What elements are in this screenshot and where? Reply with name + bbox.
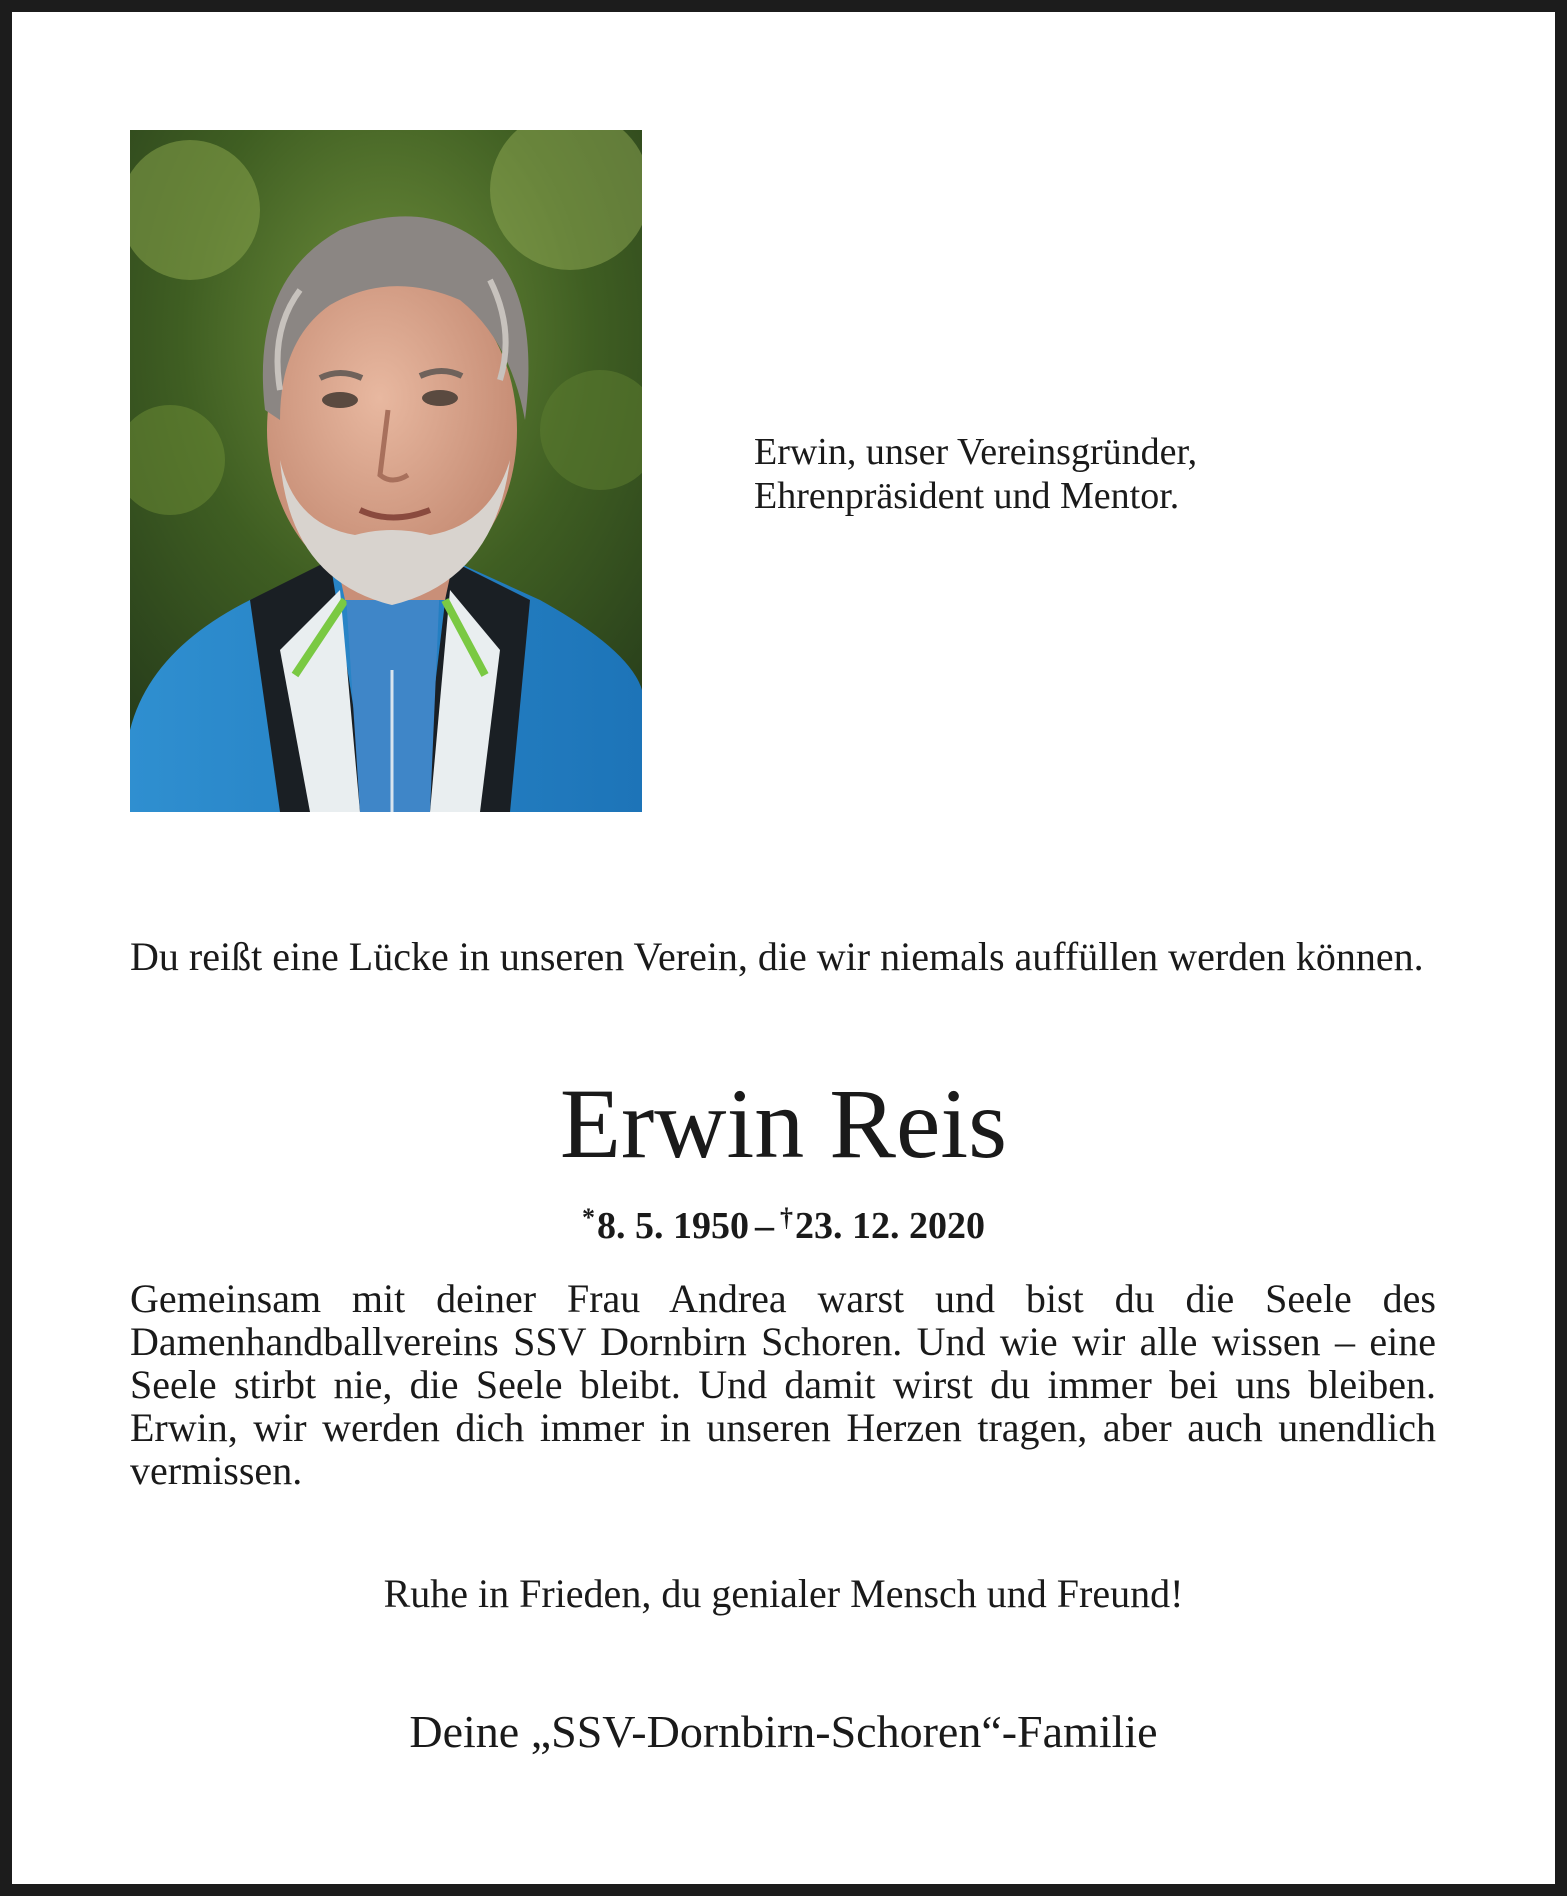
deceased-name: Erwin Reis — [559, 1068, 1008, 1179]
portrait-photo — [130, 130, 642, 812]
birth-date: 8. 5. 1950 — [597, 1205, 749, 1247]
portrait-photo-icon — [130, 130, 642, 812]
subtitle-line-2: Ehrenpräsident und Mentor. — [754, 475, 1180, 517]
death-date: 23. 12. 2020 — [795, 1205, 985, 1247]
date-separator: – — [755, 1205, 774, 1247]
death-symbol: † — [780, 1203, 793, 1232]
intro-paragraph: Du reißt eine Lücke in unseren Verein, die wir niemals auffüllen werden können. — [130, 934, 1424, 979]
subtitle-line-1: Erwin, unser Vereinsgründer, — [754, 431, 1198, 473]
subtitle-block — [754, 430, 1454, 518]
life-dates — [0, 1194, 1567, 1250]
birth-symbol: * — [582, 1203, 595, 1232]
signature-line: Deine „SSV-Dornbirn-Schoren“-Familie — [409, 1706, 1158, 1757]
closing-line: Ruhe in Frieden, du genialer Mensch und Freund! — [383, 1571, 1184, 1616]
tribute-paragraph: Gemeinsam mit deiner Frau Andrea warst und bist du die Seele des Damenhandballvereins SSV Dornbirn Schoren. Und wie wir alle wissen – eine Seele stirbt nie, die Seele bleibt. Und damit wirst du immer bei uns bleiben. Erwin, wir werden dich immer in unseren Herzen tragen, aber auch unendlich vermissen. — [130, 1276, 1436, 1493]
